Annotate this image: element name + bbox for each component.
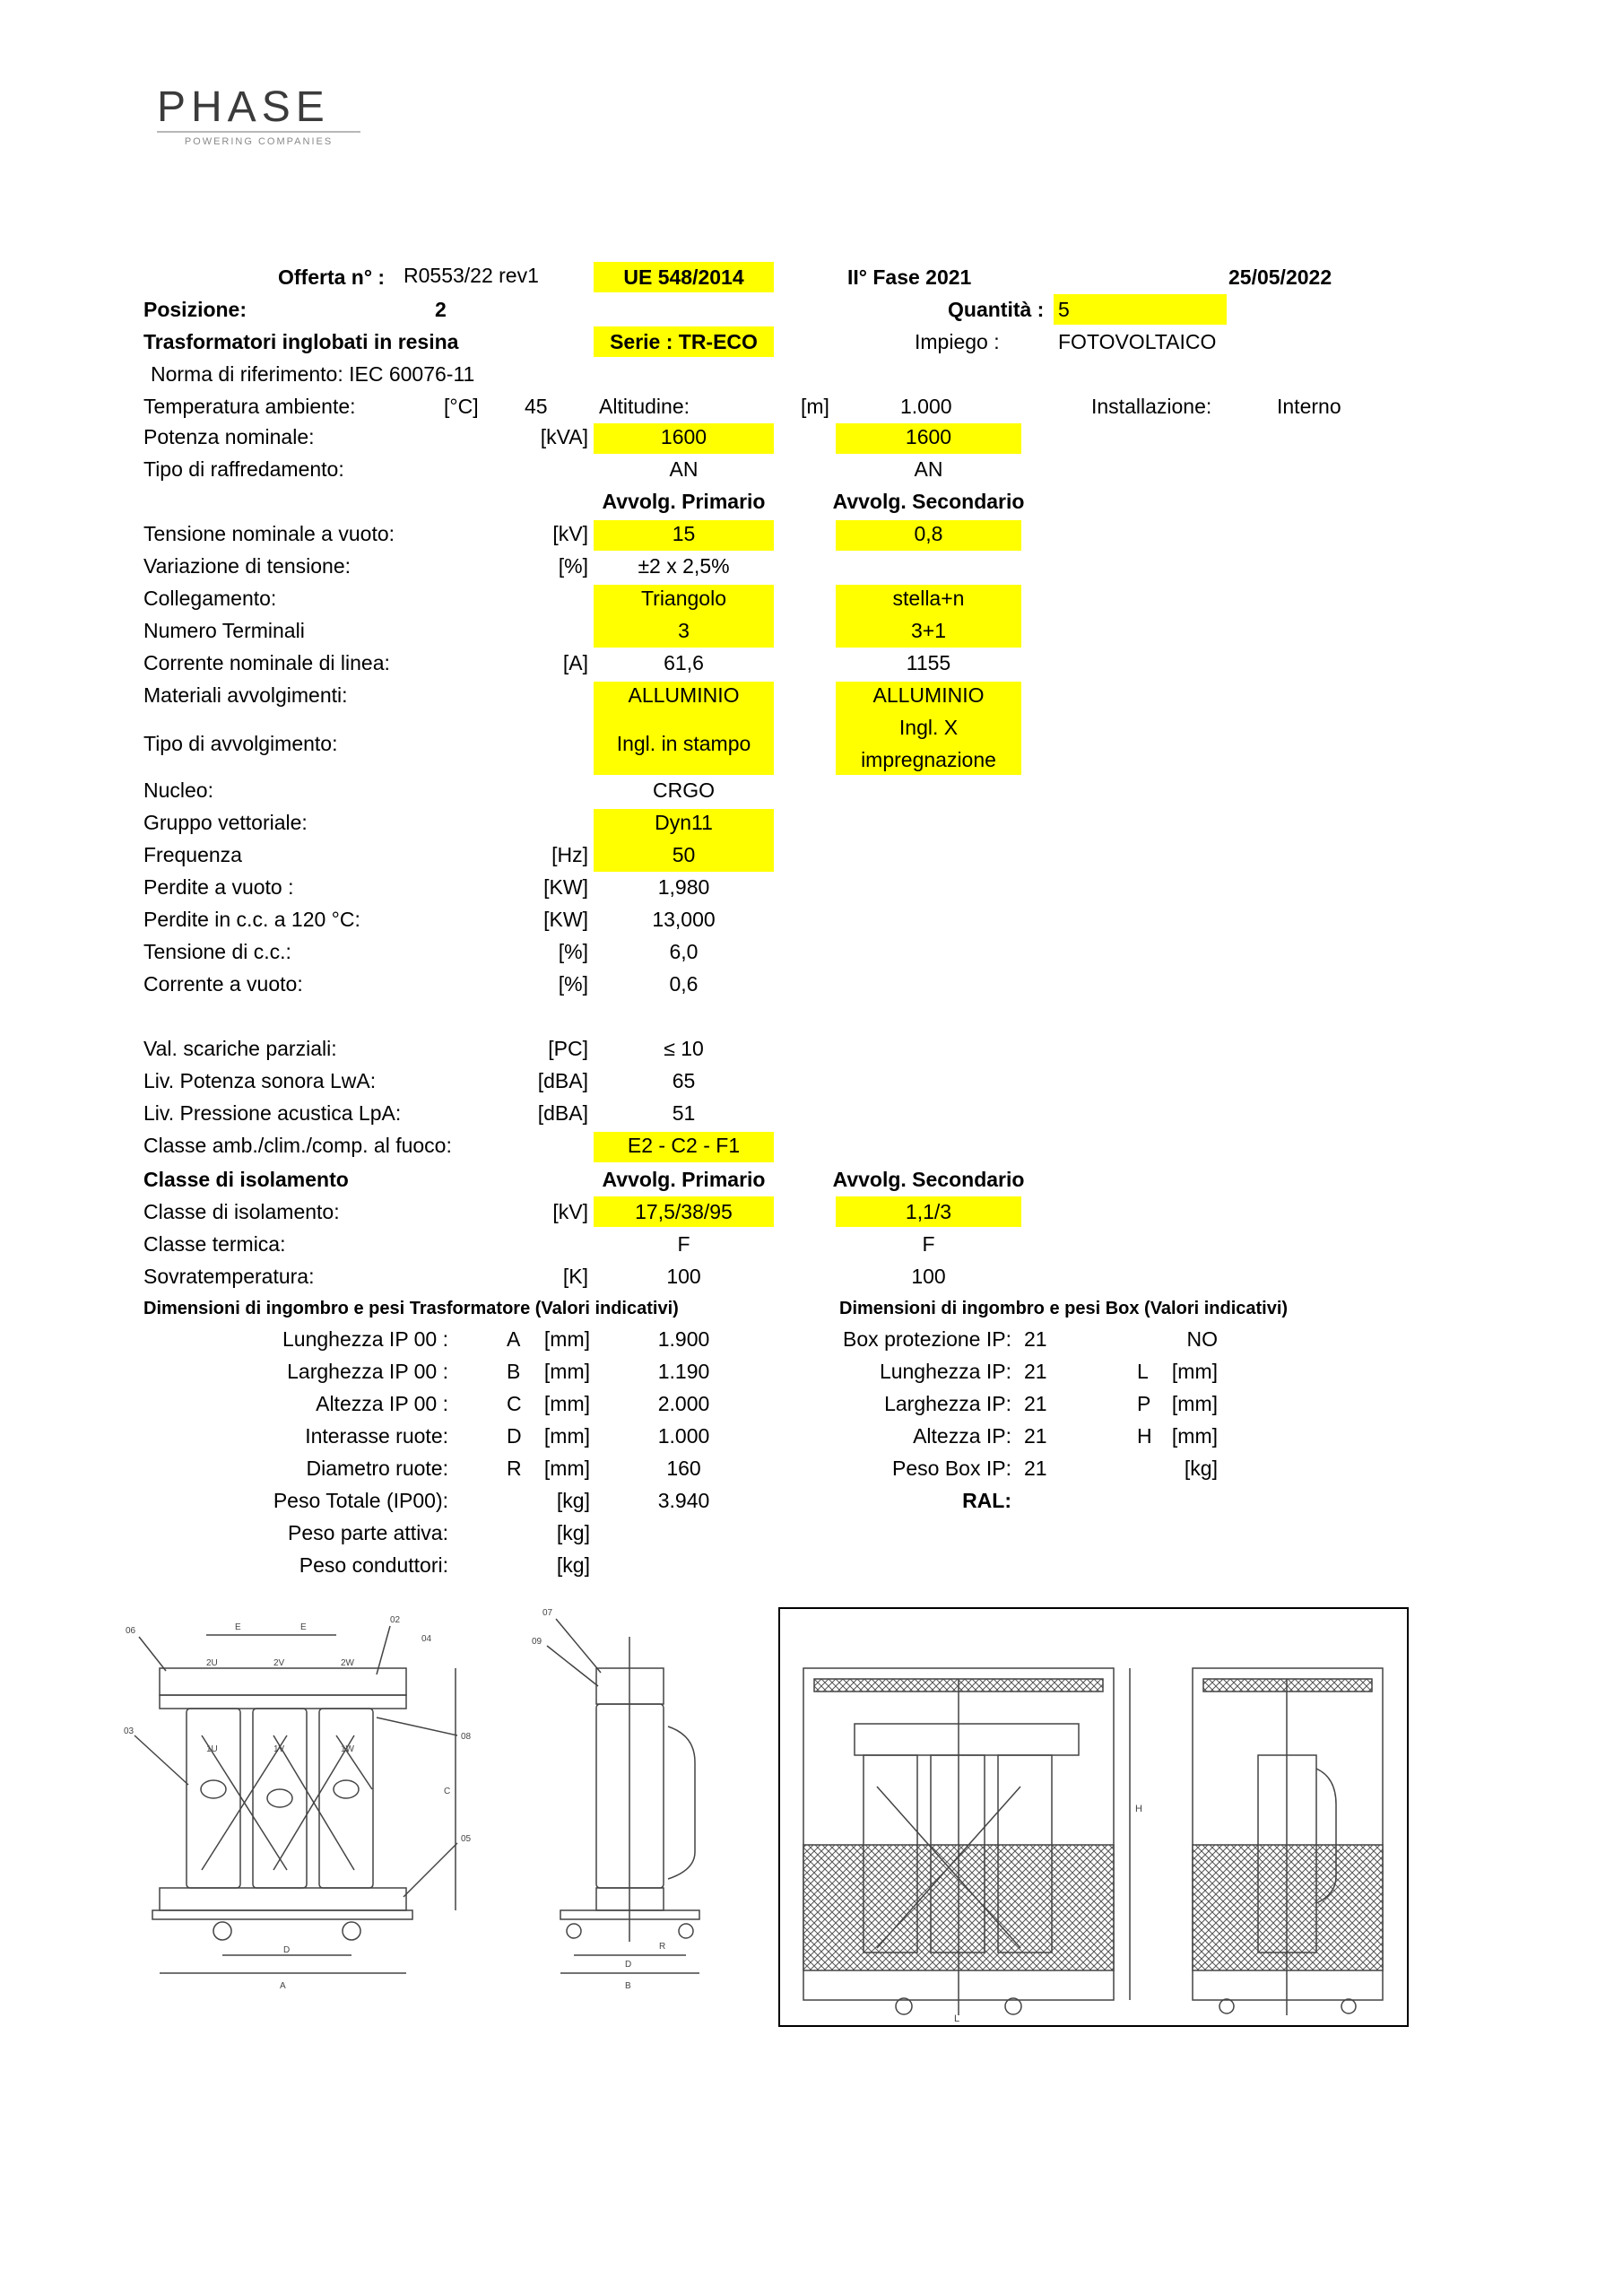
insulation-secondary: 100 <box>911 1265 946 1288</box>
spec-unit: [%] <box>558 554 588 578</box>
insulation-heading: Classe di isolamento <box>143 1168 349 1191</box>
dim-unit: [kg] <box>556 1553 590 1577</box>
winding-type-secondary-2: impregnazione <box>861 748 996 771</box>
insulation-secondary: F <box>922 1232 935 1256</box>
dim-unit: [mm] <box>543 1327 590 1351</box>
spec-primary: ALLUMINIO <box>628 683 740 707</box>
spec-value: 50 <box>672 843 696 866</box>
dim-unit: [mm] <box>543 1424 590 1448</box>
spec-label: Nucleo: <box>143 778 213 802</box>
spec-secondary: 3+1 <box>910 619 946 642</box>
dim-label: Diametro ruote: <box>306 1457 448 1480</box>
offer-date: 25/05/2022 <box>1228 265 1332 289</box>
offer-label: Offerta n° : <box>278 265 386 289</box>
front-label-03: 03 <box>124 1726 135 1736</box>
dim-code: R <box>507 1457 522 1480</box>
ambient-value: 45 <box>525 395 548 418</box>
position-label: Posizione: <box>143 298 247 321</box>
front-label-02: 02 <box>390 1615 401 1625</box>
dim-value: 3.940 <box>657 1489 710 1512</box>
side-label-r: R <box>659 1942 666 1952</box>
box-enclosure-drawing <box>778 1607 1409 2027</box>
front-label-e2: E <box>300 1622 307 1632</box>
spec-primary: Avvolg. Primario <box>602 490 766 513</box>
dim-unit: [mm] <box>543 1392 590 1415</box>
dim-value: 1.000 <box>657 1424 710 1448</box>
box-dim-code: H <box>1137 1424 1152 1448</box>
winding-type-secondary-1: Ingl. X <box>898 716 959 739</box>
dim-label: Peso parte attiva: <box>288 1521 448 1544</box>
dim-value: 160 <box>666 1457 701 1480</box>
company-logo: PHASE <box>157 83 330 131</box>
spec-label: Classe amb./clim./comp. al fuoco: <box>143 1134 452 1157</box>
spec-primary: ±2 x 2,5% <box>638 554 730 578</box>
front-label-e1: E <box>235 1622 241 1632</box>
quantity-label: Quantità : <box>948 298 1045 321</box>
install-value: Interno <box>1277 395 1341 418</box>
box-dim-ip: 21 <box>1024 1457 1047 1480</box>
ambient-unit: [°C] <box>444 395 479 418</box>
phase-label: II° Fase 2021 <box>847 265 972 289</box>
dimensions-left-title: Dimensioni di ingombro e pesi Trasformatore (Valori indicativi) <box>143 1299 679 1318</box>
spec-secondary: 0,8 <box>914 522 943 545</box>
spec-value: 65 <box>672 1069 696 1092</box>
side-label-b: B <box>625 1981 631 1991</box>
spec-value: CRGO <box>653 778 715 802</box>
box-dim-ip: 21 <box>1024 1327 1047 1351</box>
box-dim-label: Peso Box IP: <box>892 1457 1011 1480</box>
spec-label: Tensione nominale a vuoto: <box>143 522 395 545</box>
dim-code: B <box>507 1360 521 1383</box>
spec-label: Collegamento: <box>143 587 277 610</box>
insulation-secondary: 1,1/3 <box>905 1200 952 1223</box>
spec-primary: AN <box>669 457 699 481</box>
install-label: Installazione: <box>1091 395 1212 418</box>
spec-unit: [kV] <box>552 522 588 545</box>
winding-type-primary: Ingl. in stampo <box>616 732 751 755</box>
spec-unit: [%] <box>558 972 588 996</box>
spec-value: 51 <box>672 1101 696 1125</box>
spec-primary: 61,6 <box>664 651 704 674</box>
logo-tagline: POWERING COMPANIES <box>184 136 334 147</box>
dim-unit: [kg] <box>556 1521 590 1544</box>
insulation-unit: [K] <box>562 1265 588 1288</box>
box-dim-unit: [mm] <box>1171 1360 1218 1383</box>
spec-secondary: ALLUMINIO <box>872 683 985 707</box>
spec-primary: 3 <box>678 619 690 642</box>
spec-label: Liv. Potenza sonora LwA: <box>143 1069 377 1092</box>
dimensions-right-title: Dimensioni di ingombro e pesi Box (Valori indicativi) <box>839 1299 1289 1318</box>
spec-unit: [kVA] <box>540 425 588 448</box>
spec-value: 0,6 <box>669 972 699 996</box>
spec-label: Tensione di c.c.: <box>143 940 291 963</box>
box-dim-value: NO <box>1186 1327 1218 1351</box>
spec-value: 1,980 <box>657 875 710 899</box>
front-label-d: D <box>283 1945 291 1955</box>
box-dim-label: Altezza IP: <box>913 1424 1011 1448</box>
ambient-label: Temperatura ambiente: <box>143 395 356 418</box>
front-label-08: 08 <box>461 1732 472 1742</box>
dim-code: D <box>507 1424 522 1448</box>
spec-label: Numero Terminali <box>143 619 305 642</box>
spec-label: Perdite in c.c. a 120 °C: <box>143 908 360 931</box>
front-label-1w: 1W <box>341 1744 354 1754</box>
spec-label: Gruppo vettoriale: <box>143 811 308 834</box>
insulation-unit: [kV] <box>552 1200 588 1223</box>
box-dim-label: Larghezza IP: <box>884 1392 1011 1415</box>
front-label-c: C <box>444 1787 451 1796</box>
front-label-04: 04 <box>421 1634 432 1644</box>
spec-label: Val. scariche parziali: <box>143 1037 337 1060</box>
spec-unit: [KW] <box>543 908 588 931</box>
spec-value: Dyn11 <box>655 811 713 834</box>
spec-label: Frequenza <box>143 843 242 866</box>
spec-unit: [dBA] <box>537 1069 588 1092</box>
spec-label: Variazione di tensione: <box>143 554 351 578</box>
spec-unit: [Hz] <box>551 843 588 866</box>
transformer-front-drawing <box>117 1601 493 1996</box>
box-dim-ip: 21 <box>1024 1360 1047 1383</box>
dim-code: C <box>507 1392 522 1415</box>
spec-unit: [PC] <box>548 1037 588 1060</box>
usage-value: FOTOVOLTAICO <box>1058 330 1217 353</box>
quantity-highlight <box>1054 294 1227 325</box>
dim-unit: [mm] <box>543 1360 590 1383</box>
dim-value: 1.190 <box>657 1360 710 1383</box>
box-dim-ip: 21 <box>1024 1392 1047 1415</box>
front-label-2v: 2V <box>273 1658 285 1668</box>
box-dim-code: P <box>1137 1392 1151 1415</box>
spec-unit: [KW] <box>543 875 588 899</box>
box-dim-label: RAL: <box>962 1489 1011 1512</box>
spec-secondary: 1600 <box>905 425 952 448</box>
side-label-07: 07 <box>542 1608 553 1618</box>
spec-label: Liv. Pressione acustica LpA: <box>143 1101 402 1125</box>
side-label-d: D <box>625 1960 632 1970</box>
spec-secondary: Avvolg. Secondario <box>832 490 1025 513</box>
spec-secondary: stella+n <box>892 587 965 610</box>
series: Serie : TR-ECO <box>610 330 758 353</box>
dim-unit: [mm] <box>543 1457 590 1480</box>
logo-divider <box>157 131 360 133</box>
altitude-unit: [m] <box>801 395 829 418</box>
product-title: Trasformatori inglobati in resina <box>143 330 459 353</box>
dim-unit: [kg] <box>556 1489 590 1512</box>
insulation-secondary-head: Avvolg. Secondario <box>832 1168 1025 1191</box>
box-dim-unit: [mm] <box>1171 1392 1218 1415</box>
insulation-label: Classe di isolamento: <box>143 1200 340 1223</box>
box-dim-ip: 21 <box>1024 1424 1047 1448</box>
box-dim-unit: [mm] <box>1171 1424 1218 1448</box>
spec-label: Corrente nominale di linea: <box>143 651 390 674</box>
spec-unit: [A] <box>562 651 588 674</box>
insulation-primary: 100 <box>666 1265 701 1288</box>
insulation-label: Sovratemperatura: <box>143 1265 315 1288</box>
spec-value: ≤ 10 <box>664 1037 704 1060</box>
dim-code: A <box>507 1327 521 1351</box>
box-dim-unit: [kg] <box>1184 1457 1218 1480</box>
altitude-value: 1.000 <box>900 395 952 418</box>
insulation-primary: 17,5/38/95 <box>635 1200 733 1223</box>
side-label-09: 09 <box>532 1637 542 1647</box>
winding-type-label: Tipo di avvolgimento: <box>143 732 338 755</box>
box-label-l: L <box>954 2013 960 2024</box>
box-dim-label: Box protezione IP: <box>843 1327 1011 1351</box>
spec-label: Potenza nominale: <box>143 425 315 448</box>
box-label-h: H <box>1135 1804 1142 1814</box>
quantity-value: 5 <box>1058 298 1070 321</box>
spec-secondary: AN <box>914 457 943 481</box>
dim-value: 2.000 <box>657 1392 710 1415</box>
insulation-label: Classe termica: <box>143 1232 286 1256</box>
insulation-primary: F <box>677 1232 690 1256</box>
spec-value: 13,000 <box>652 908 716 931</box>
dim-label: Peso Totale (IP00): <box>273 1489 448 1512</box>
front-label-2w: 2W <box>341 1658 354 1668</box>
spec-label: Tipo di raffredamento: <box>143 457 344 481</box>
offer-number: R0553/22 rev1 <box>404 264 539 287</box>
dim-value: 1.900 <box>657 1327 710 1351</box>
spec-value: E2 - C2 - F1 <box>627 1134 741 1157</box>
transformer-side-drawing <box>525 1601 740 1996</box>
front-label-05: 05 <box>461 1834 472 1844</box>
insulation-primary-head: Avvolg. Primario <box>602 1168 766 1191</box>
spec-secondary: 1155 <box>906 651 951 674</box>
norm: Norma di riferimento: IEC 60076-11 <box>151 362 475 386</box>
spec-unit: [dBA] <box>537 1101 588 1125</box>
spec-primary: 1600 <box>660 425 707 448</box>
regulation: UE 548/2014 <box>623 265 744 289</box>
front-label-1u: 1U <box>206 1744 218 1754</box>
spec-value: 6,0 <box>669 940 699 963</box>
spec-label: Perdite a vuoto : <box>143 875 294 899</box>
spec-label: Materiali avvolgimenti: <box>143 683 348 707</box>
position-value: 2 <box>435 298 447 321</box>
altitude-label: Altitudine: <box>599 395 690 418</box>
spec-label: Corrente a vuoto: <box>143 972 303 996</box>
dim-label: Altezza IP 00 : <box>316 1392 448 1415</box>
front-label-06: 06 <box>126 1626 136 1636</box>
front-label-1v: 1V <box>273 1744 285 1754</box>
dim-label: Peso conduttori: <box>299 1553 448 1577</box>
box-dim-label: Lunghezza IP: <box>879 1360 1011 1383</box>
front-label-2u: 2U <box>206 1658 218 1668</box>
dim-label: Larghezza IP 00 : <box>287 1360 448 1383</box>
spec-unit: [%] <box>558 940 588 963</box>
box-dim-code: L <box>1137 1360 1149 1383</box>
usage-label: Impiego : <box>915 330 1000 353</box>
spec-primary: 15 <box>672 522 696 545</box>
dim-label: Lunghezza IP 00 : <box>282 1327 448 1351</box>
dim-label: Interasse ruote: <box>305 1424 448 1448</box>
spec-primary: Triangolo <box>640 587 727 610</box>
front-label-a: A <box>280 1981 286 1991</box>
